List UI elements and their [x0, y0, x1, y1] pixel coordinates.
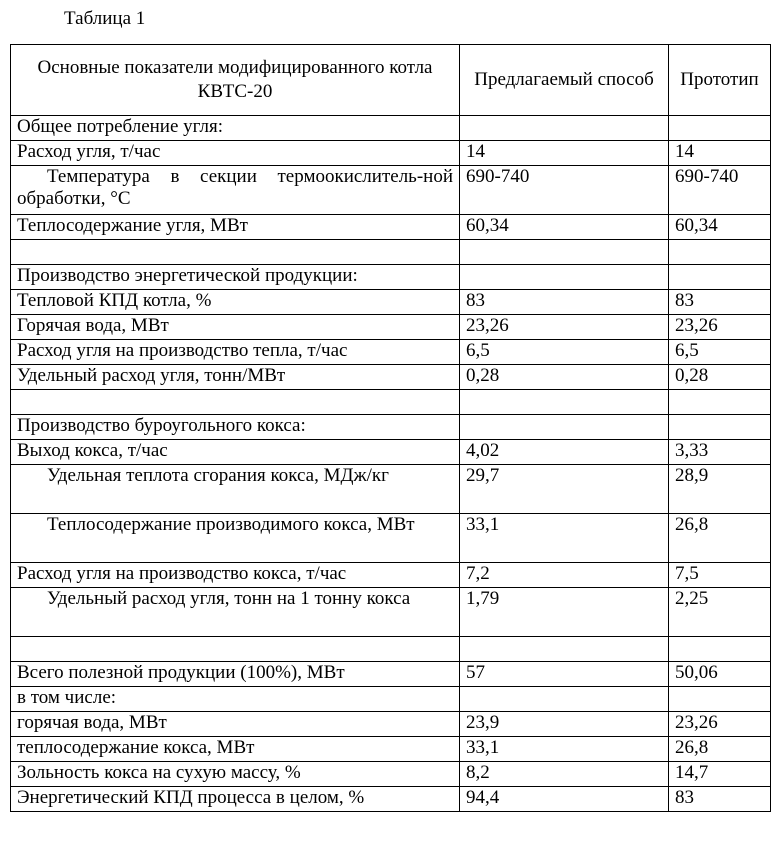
row-value-proposed: 4,02 — [460, 440, 669, 465]
data-table — [10, 44, 771, 812]
row-value-proposed: 7,2 — [460, 563, 669, 588]
row-value-prototype: 690-740 — [669, 166, 771, 215]
table-row — [11, 687, 771, 712]
row-value-prototype — [669, 116, 771, 141]
row-label: Производство энергетической продукции: — [11, 265, 460, 290]
row-label: Энергетический КПД процесса в целом, % — [11, 787, 460, 812]
row-value-proposed: 690-740 — [460, 166, 669, 215]
table-row — [11, 340, 771, 365]
row-value-prototype: 28,9 — [669, 465, 771, 514]
row-value-proposed — [460, 415, 669, 440]
row-label: Общее потребление угля: — [11, 116, 460, 141]
table-row — [11, 290, 771, 315]
row-value-prototype: 26,8 — [669, 737, 771, 762]
row-value-prototype — [669, 265, 771, 290]
row-value-prototype: 14 — [669, 141, 771, 166]
table-row — [11, 588, 771, 637]
table-row-blank — [11, 637, 771, 662]
row-value-prototype: 26,8 — [669, 514, 771, 563]
row-value-prototype: 60,34 — [669, 215, 771, 240]
row-label: Тепловой КПД котла, % — [11, 290, 460, 315]
row-value-proposed: 57 — [460, 662, 669, 687]
row-value-proposed — [460, 637, 669, 662]
row-value-proposed: 14 — [460, 141, 669, 166]
row-value-proposed: 60,34 — [460, 215, 669, 240]
row-value-prototype: 83 — [669, 787, 771, 812]
row-label — [11, 240, 460, 265]
row-value-prototype: 83 — [669, 290, 771, 315]
row-value-proposed: 23,9 — [460, 712, 669, 737]
row-value-prototype: 50,06 — [669, 662, 771, 687]
row-value-prototype — [669, 637, 771, 662]
row-label: теплосодержание кокса, МВт — [11, 737, 460, 762]
table-row — [11, 166, 771, 215]
row-label: Расход угля, т/час — [11, 141, 460, 166]
row-label: Температура в секции термоокислитель-ной обработки, °С — [11, 166, 460, 215]
table-row — [11, 141, 771, 166]
row-label — [11, 390, 460, 415]
row-label: Теплосодержание угля, МВт — [11, 215, 460, 240]
row-value-proposed — [460, 390, 669, 415]
row-value-proposed: 94,4 — [460, 787, 669, 812]
row-value-proposed: 29,7 — [460, 465, 669, 514]
row-value-proposed: 1,79 — [460, 588, 669, 637]
table-row — [11, 787, 771, 812]
row-label: Горячая вода, МВт — [11, 315, 460, 340]
row-label: Производство буроугольного кокса: — [11, 415, 460, 440]
row-label: Удельный расход угля, тонн на 1 тонну кокса — [11, 588, 460, 637]
row-value-proposed — [460, 265, 669, 290]
row-label: горячая вода, МВт — [11, 712, 460, 737]
row-value-prototype: 3,33 — [669, 440, 771, 465]
row-value-prototype — [669, 390, 771, 415]
table-row — [11, 662, 771, 687]
row-value-prototype: 14,7 — [669, 762, 771, 787]
table-row — [11, 215, 771, 240]
row-value-proposed: 8,2 — [460, 762, 669, 787]
row-label: Расход угля на производство кокса, т/час — [11, 563, 460, 588]
table-row — [11, 514, 771, 563]
table-header-row — [11, 45, 771, 116]
row-value-prototype: 23,26 — [669, 712, 771, 737]
row-label: Выход кокса, т/час — [11, 440, 460, 465]
row-value-proposed: 83 — [460, 290, 669, 315]
row-value-prototype: 7,5 — [669, 563, 771, 588]
row-value-proposed: 6,5 — [460, 340, 669, 365]
table-row — [11, 440, 771, 465]
row-label: Расход угля на производство тепла, т/час — [11, 340, 460, 365]
table-row — [11, 315, 771, 340]
table-row — [11, 415, 771, 440]
row-label: Зольность кокса на сухую массу, % — [11, 762, 460, 787]
row-value-prototype: 0,28 — [669, 365, 771, 390]
table-row-blank — [11, 390, 771, 415]
row-label: Всего полезной продукции (100%), МВт — [11, 662, 460, 687]
table-row — [11, 563, 771, 588]
header-cell-prototype: Прототип — [669, 45, 771, 116]
table-row — [11, 116, 771, 141]
row-value-proposed — [460, 116, 669, 141]
row-value-prototype — [669, 415, 771, 440]
row-value-prototype: 23,26 — [669, 315, 771, 340]
row-value-proposed: 23,26 — [460, 315, 669, 340]
table-row — [11, 465, 771, 514]
row-value-prototype: 6,5 — [669, 340, 771, 365]
row-value-prototype: 2,25 — [669, 588, 771, 637]
table-row-blank — [11, 240, 771, 265]
table-row — [11, 737, 771, 762]
table-row — [11, 365, 771, 390]
header-cell-indicators: Основные показатели модифицированного котла КВТС-20 — [11, 45, 460, 116]
table-row — [11, 265, 771, 290]
row-value-proposed — [460, 240, 669, 265]
row-label: в том числе: — [11, 687, 460, 712]
row-label: Удельная теплота сгорания кокса, МДж/кг — [11, 465, 460, 514]
row-label — [11, 637, 460, 662]
table-row — [11, 762, 771, 787]
row-value-proposed — [460, 687, 669, 712]
row-value-proposed: 33,1 — [460, 737, 669, 762]
row-value-proposed: 0,28 — [460, 365, 669, 390]
table-caption: Таблица 1 — [64, 8, 146, 29]
row-value-prototype — [669, 687, 771, 712]
row-label: Удельный расход угля, тонн/МВт — [11, 365, 460, 390]
row-value-prototype — [669, 240, 771, 265]
header-cell-proposed: Предлагаемый способ — [460, 45, 669, 116]
table-row — [11, 712, 771, 737]
row-label: Теплосодержание производимого кокса, МВт — [11, 514, 460, 563]
row-value-proposed: 33,1 — [460, 514, 669, 563]
